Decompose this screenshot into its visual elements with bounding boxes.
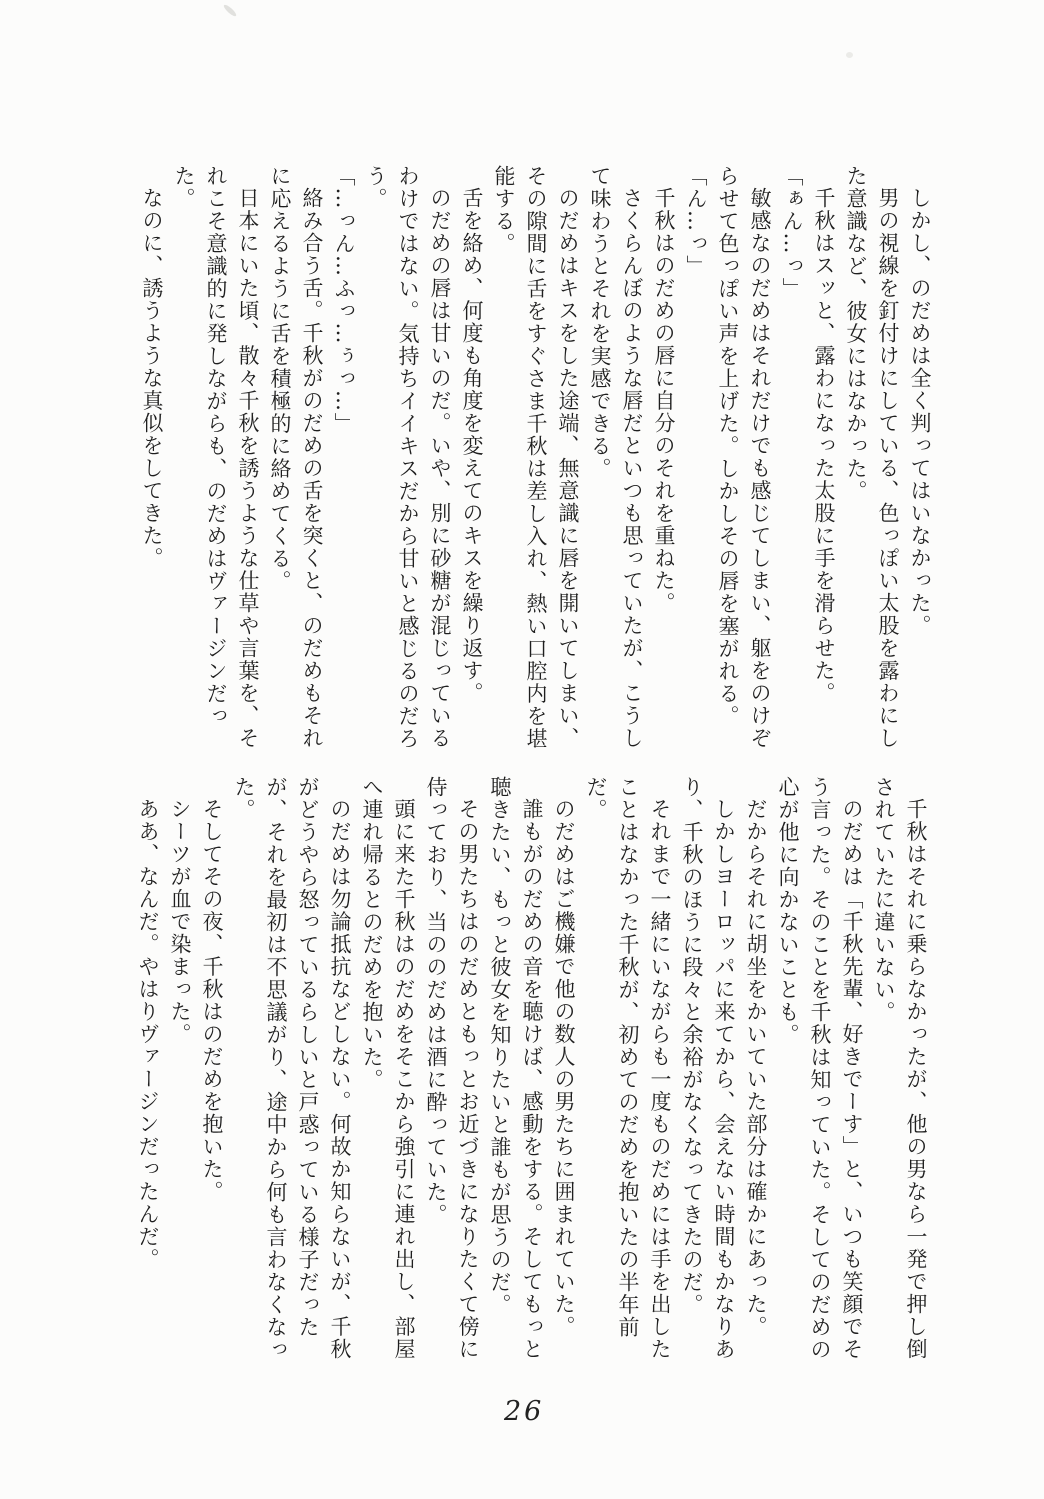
scan-speck bbox=[222, 3, 237, 17]
paragraph: のだめは「千秋先輩、好きでーす」と、いつも笑顔でそう言った。そのことを千秋は知っていた。そしてのだめの心が他に向かないことも。 bbox=[776, 776, 864, 1361]
paragraph: 敏感なのだめはそれだけでも感じてしまい、躯をのけぞらせて色っぽい声を上げた。しかしその唇を塞がれる。 bbox=[716, 165, 772, 750]
paragraph: それまで一緒にいながらも一度ものだめには手を出したことはなかった千秋が、初めてのだめを抱いたの半年前だ。 bbox=[584, 776, 672, 1361]
text-block-top bbox=[136, 165, 936, 753]
paragraph: その男たちはのだめともっとお近づきになりたくて傍に侍っており、当ののだめは酒に酔っていた。 bbox=[424, 776, 480, 1361]
paragraph: だからそれに胡坐をかいていた部分は確かにあった。 bbox=[744, 798, 768, 1338]
paragraph: のだめは勿論抵抗などしない。何故か知らないが、千秋がどうやら怒っているらしいと戸惑っている様子だったが、それを最初は不思議がり、途中から何も言わなくなった。 bbox=[232, 776, 352, 1361]
paragraph: しかしヨーロッパに来てから、会えない時間もかなりあり、千秋のほうに段々と余裕がなくなってきたのだ。 bbox=[680, 776, 736, 1361]
paragraph: 日本にいた頃、散々千秋を誘うような仕草や言葉を、それこそ意識的に発しながらも、のだめはヴァージンだった。 bbox=[172, 165, 260, 750]
paragraph: ああ、なんだ。やはりヴァージンだったんだ。 bbox=[136, 798, 160, 1271]
paragraph: 「…っん…ふっ…ぅっ…」 bbox=[332, 165, 356, 435]
scan-speck bbox=[846, 52, 853, 58]
paragraph: 千秋はスッと、露わになった太股に手を滑らせた。 bbox=[812, 187, 836, 705]
paragraph: シーツが血で染まった。 bbox=[168, 798, 192, 1046]
paragraph: 絡み合う舌。千秋がのだめの舌を突くと、のだめもそれに応えるように舌を積極的に絡めてくる。 bbox=[268, 165, 324, 750]
paragraph: 「ぁん…っ」 bbox=[780, 165, 804, 300]
paragraph: さくらんぼのような唇だといつも思っていたが、こうして味わうとそれを実感できる。 bbox=[588, 165, 644, 750]
page-number: 26 bbox=[504, 1396, 545, 1427]
paragraph: 誰もがのだめの音を聴けば、感動をする。そしてもっと聴きたい、もっと彼女を知りたいと誰もが思うのだ。 bbox=[488, 776, 544, 1361]
paragraph: 千秋はそれに乗らなかったが、他の男なら一発で押し倒されていたに違いない。 bbox=[872, 776, 928, 1361]
paragraph: のだめはご機嫌で他の数人の男たちに囲まれていた。 bbox=[552, 798, 576, 1338]
paragraph: のだめの唇は甘いのだ。いや、別に砂糖が混じっているわけではない。気持ちイイキスだから甘いと感じるのだろう。 bbox=[364, 165, 452, 750]
paragraph: 男の視線を釘付けにしている、色っぽい太股を露わにした意識など、彼女にはなかった。 bbox=[844, 165, 900, 750]
paragraph: なのに、誘うような真似をしてきた。 bbox=[140, 187, 164, 570]
text-block-bottom bbox=[132, 776, 932, 1370]
paragraph: しかし、のだめは全く判ってはいなかった。 bbox=[908, 187, 932, 637]
paragraph: そしてその夜、千秋はのだめを抱いた。 bbox=[200, 798, 224, 1203]
paragraph: 「ん…っ」 bbox=[684, 165, 708, 278]
paragraph: 舌を絡め、何度も角度を変えてのキスを繰り返す。 bbox=[460, 187, 484, 705]
paragraph: 頭に来た千秋はのだめをそこから強引に連れ出し、部屋へ連れ帰るとのだめを抱いた。 bbox=[360, 776, 416, 1361]
paragraph: 千秋はのだめの唇に自分のそれを重ねた。 bbox=[652, 187, 676, 615]
paragraph: のだめはキスをした途端、無意識に唇を開いてしまい、その隙間に舌をすぐさま千秋は差し入れ、熱い口腔内を堪能する。 bbox=[492, 165, 580, 750]
